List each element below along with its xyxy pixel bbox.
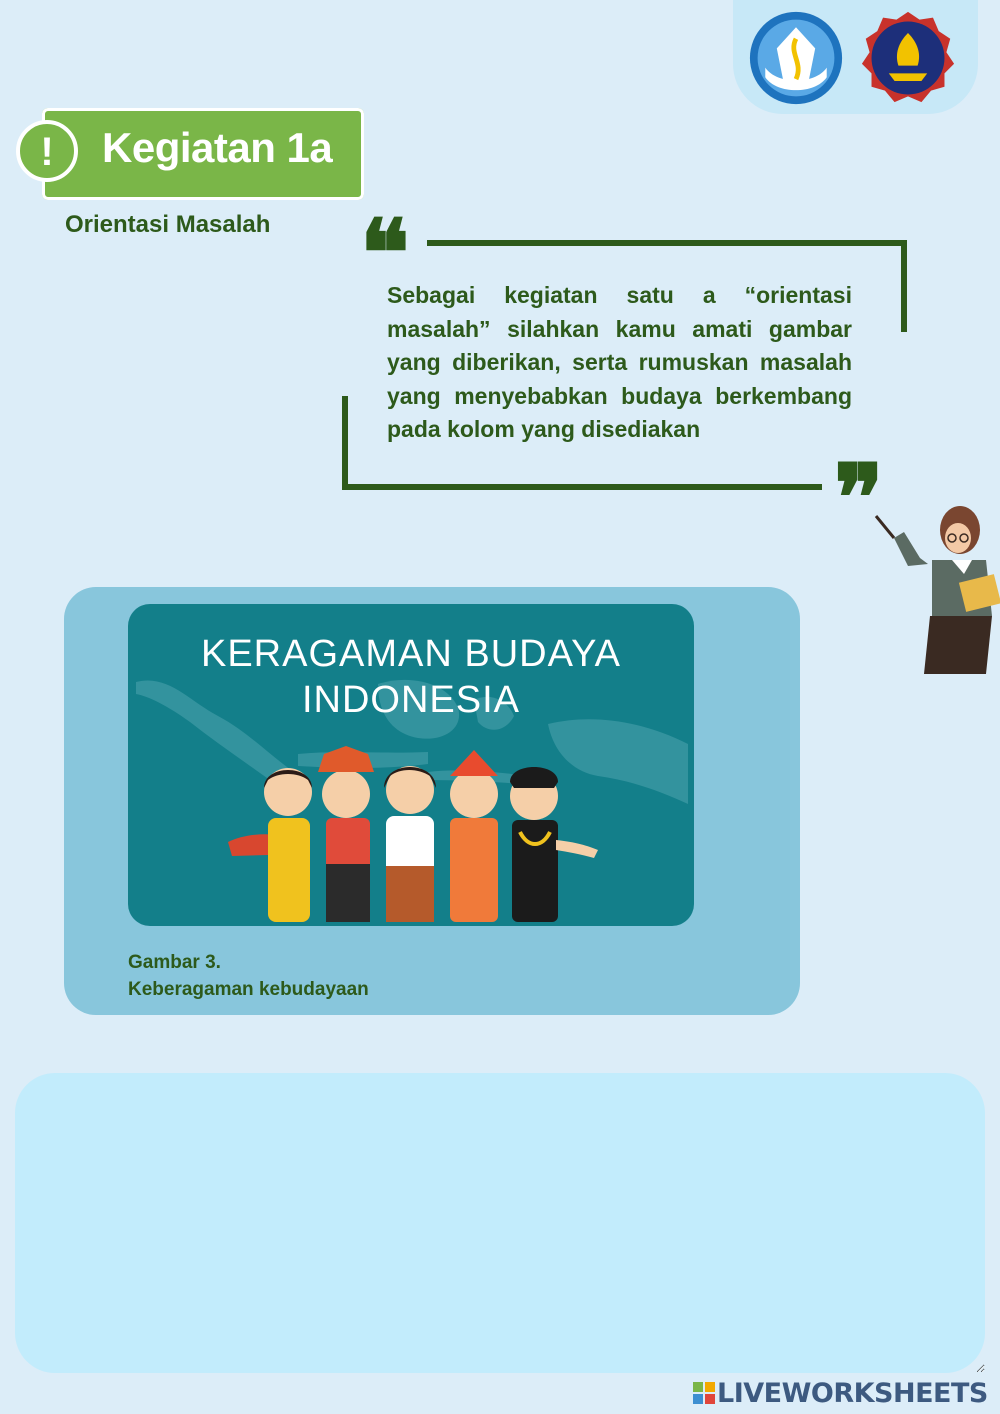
tut-wuri-handayani-logo (748, 10, 844, 106)
alert-icon (16, 120, 78, 182)
liveworksheets-wordmark: LIVEWORKSHEETS (717, 1378, 988, 1409)
caption-text: Keberagaman kebudayaan (128, 979, 369, 1000)
teacher-illustration (868, 498, 1000, 674)
caption-number: Gambar 3. (128, 952, 221, 973)
activity-subtitle: Orientasi Masalah (65, 211, 271, 238)
children-illustration (228, 746, 598, 922)
answer-textarea[interactable] (15, 1073, 985, 1373)
culture-picture (128, 604, 694, 926)
picture-title-line2: INDONESIA (301, 679, 521, 721)
undiksha-logo (860, 10, 956, 106)
picture-title-line1: KERAGAMAN BUDAYA (200, 633, 621, 675)
alert-symbol: ! (40, 130, 54, 174)
liveworksheets-logo-icon (693, 1382, 715, 1404)
activity-title: Kegiatan 1a (102, 124, 333, 171)
close-quote-icon: ❞ (834, 444, 884, 552)
instruction-text: Sebagai kegiatan satu a “orientasi masalah” silahkan kamu amati gambar yang diberikan, serta rumuskan masalah yang menyebabkan budaya berkembang pada kolom yang disediakan (387, 282, 852, 443)
figure-caption (128, 949, 369, 1003)
open-quote-icon: ❝ (360, 199, 410, 307)
